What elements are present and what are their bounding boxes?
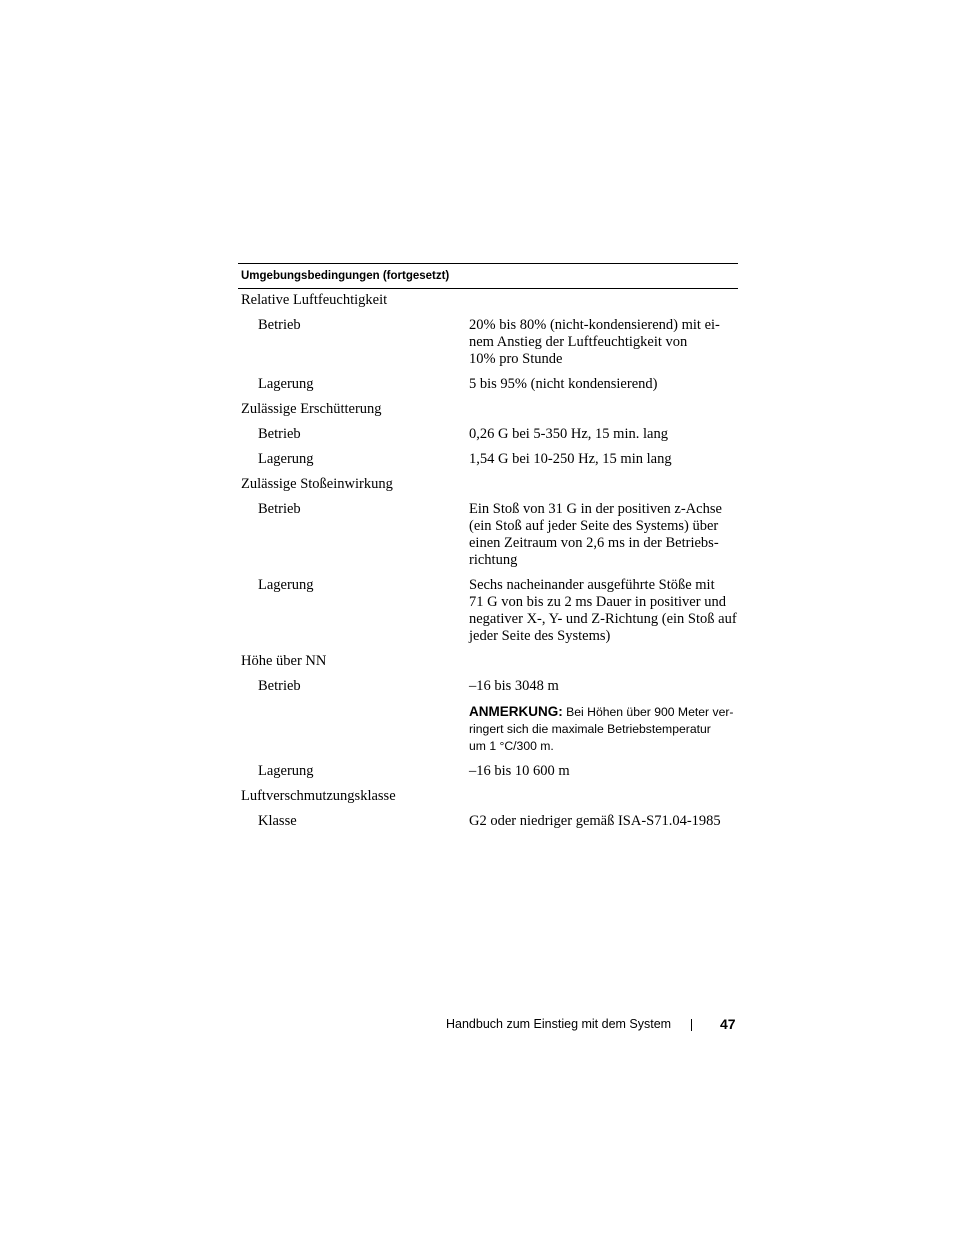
category-label: Zulässige Erschütterung [241,401,382,417]
sub-label: Betrieb [258,317,301,333]
sub-row-shock-operation [238,501,738,577]
note-row-altitude [238,703,738,763]
spec-value: 20% bis 80% (nicht-kondensierend) mit ei- nem Anstieg der Luftfeuchtigkeit von 10% pro Stunde [469,317,720,367]
sub-label: Lagerung [258,763,314,779]
table-body [238,289,738,838]
category-row-air-pollution [238,788,738,813]
spec-value: G2 oder niedriger gemäß ISA-S71.04-1985 [469,813,721,829]
category-row-shock [238,476,738,501]
category-row-humidity [238,292,738,317]
spec-value: –16 bis 10 600 m [469,763,570,779]
sub-row-altitude-storage [238,763,738,788]
note-label: ANMERKUNG: [469,704,563,719]
sub-row-humidity-operation [238,317,738,376]
sub-label: Lagerung [258,451,314,467]
spec-value: 0,26 G bei 5-350 Hz, 15 min. lang [469,426,668,442]
category-label: Zulässige Stoßeinwirkung [241,476,393,492]
footer-separator [691,1019,692,1031]
category-row-vibration [238,401,738,426]
sub-row-altitude-operation [238,678,738,703]
footer-title: Handbuch zum Einstieg mit dem System [446,1017,672,1031]
note-text: Bei Höhen über 900 Meter ver- ringert sich die maximale Betriebstemperatur um 1 °C/300 m. [469,705,734,753]
spec-value: 5 bis 95% (nicht kondensierend) [469,376,658,392]
sub-label: Betrieb [258,678,301,694]
sub-row-air-pollution-class [238,813,738,838]
table-header: Umgebungsbedingungen (fortgesetzt) [238,264,738,289]
category-row-altitude [238,653,738,678]
sub-row-vibration-storage [238,451,738,476]
sub-row-humidity-storage [238,376,738,401]
environment-spec-table [238,263,738,838]
sub-label: Lagerung [258,376,314,392]
sub-row-shock-storage [238,577,738,653]
note [469,703,737,755]
category-label: Höhe über NN [241,653,327,669]
sub-label: Lagerung [258,577,314,593]
spec-value: Ein Stoß von 31 G in der positiven z-Achse (ein Stoß auf jeder Seite des Systems) über einen Zeitraum von 2,6 ms in der Betriebs- richtung [469,501,722,568]
spec-value: –16 bis 3048 m [469,678,559,694]
spec-value: Sechs nacheinander ausgeführte Stöße mit 71 G von bis zu 2 ms Dauer in positiver und negativer X-, Y- und Z-Richtung (ein Stoß auf jeder Seite des Systems) [469,577,737,644]
sub-row-vibration-operation [238,426,738,451]
category-label: Luftverschmutzungsklasse [241,788,396,804]
page-number: 47 [720,1016,736,1032]
spec-value: 1,54 G bei 10-250 Hz, 15 min lang [469,451,672,467]
sub-label: Betrieb [258,426,301,442]
sub-label: Betrieb [258,501,301,517]
category-label: Relative Luftfeuchtigkeit [241,292,388,308]
sub-label: Klasse [258,813,297,829]
